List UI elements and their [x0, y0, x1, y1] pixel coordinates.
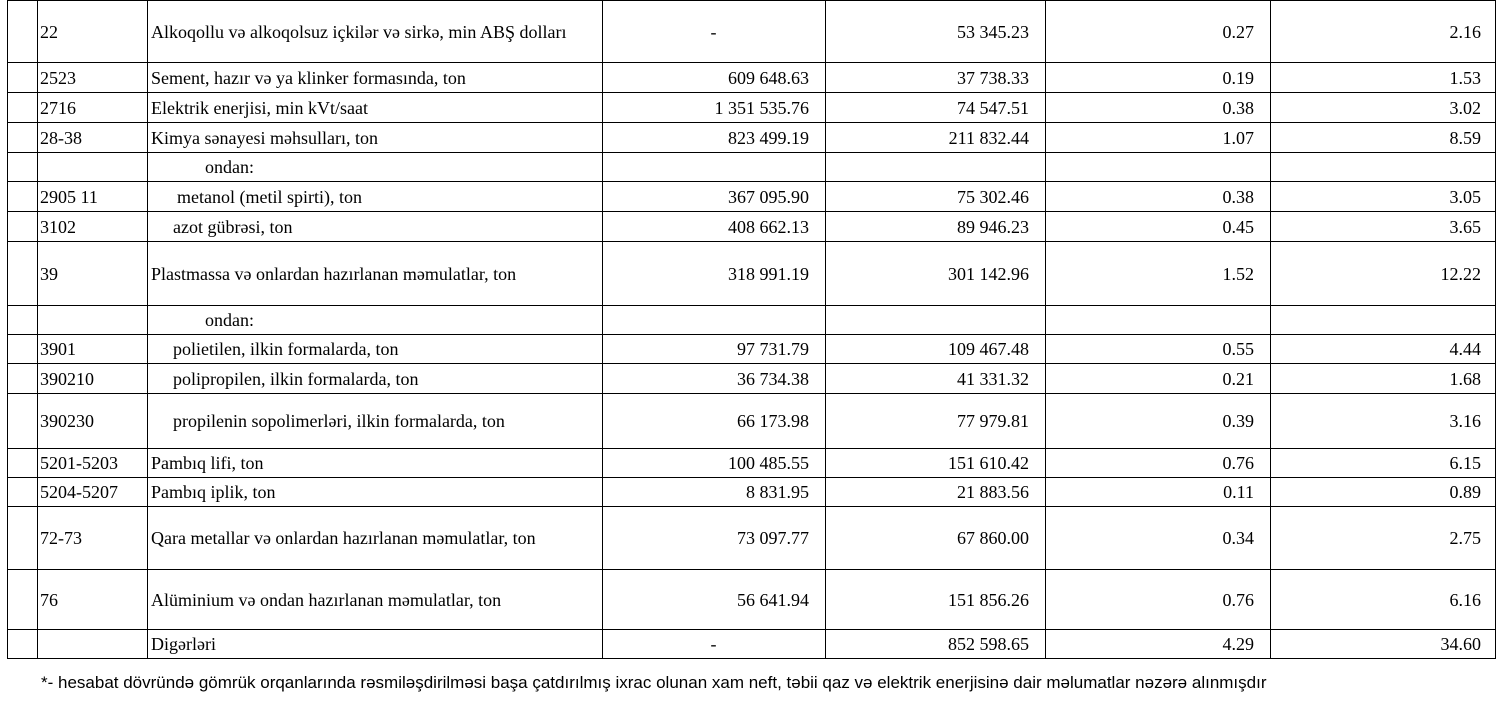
table-row: [8, 630, 1496, 659]
row-share-total: 0.76: [1046, 570, 1271, 630]
row-code: 3901: [38, 335, 148, 364]
row-value: 211 832.44: [826, 123, 1046, 153]
row-quantity: -: [603, 1, 826, 63]
row-share-nonoil: 6.16: [1271, 570, 1496, 630]
row-name: Alkoqollu və alkoqolsuz içkilər və sirkə, min ABŞ dolları: [148, 1, 603, 63]
row-value: 53 345.23: [826, 1, 1046, 63]
row-code: 2523: [38, 63, 148, 93]
row-name: polipropilen, ilkin formalarda, ton: [173, 368, 419, 389]
row-share-nonoil: 3.65: [1271, 212, 1496, 242]
table-row: [8, 123, 1496, 153]
row-share-nonoil: 1.53: [1271, 63, 1496, 93]
row-share-nonoil: 2.16: [1271, 1, 1496, 63]
row-share-total: 0.38: [1046, 93, 1271, 123]
row-share-total: 4.29: [1046, 630, 1271, 659]
row-name: Pambıq lifi, ton: [148, 449, 603, 478]
row-share-nonoil: 2.75: [1271, 507, 1496, 570]
row-share-nonoil: 3.05: [1271, 182, 1496, 212]
row-share-total: 0.27: [1046, 1, 1271, 63]
row-code: 390210: [38, 364, 148, 394]
row-name: Sement, hazır və ya klinker formasında, ton: [148, 63, 603, 93]
row-share-total: 0.34: [1046, 507, 1271, 570]
table-row: [8, 153, 1496, 182]
row-share-total: [1046, 153, 1271, 182]
row-quantity: 408 662.13: [603, 212, 826, 242]
row-value: [826, 153, 1046, 182]
row-share-total: 0.39: [1046, 394, 1271, 449]
row-share-nonoil: [1271, 153, 1496, 182]
row-quantity: 318 991.19: [603, 242, 826, 306]
row-code: 2716: [38, 93, 148, 123]
table-row: [8, 335, 1496, 364]
row-code: 2905 11: [38, 182, 148, 212]
table-row: [8, 182, 1496, 212]
row-share-nonoil: 6.15: [1271, 449, 1496, 478]
row-code: 5204-5207: [38, 478, 148, 507]
row-value: [826, 306, 1046, 335]
table-row: [8, 449, 1496, 478]
row-share-nonoil: 3.02: [1271, 93, 1496, 123]
row-name: ondan:: [205, 157, 254, 177]
row-name: propilenin sopolimerləri, ilkin formalarda, ton: [173, 411, 505, 431]
row-name: Kimya sənayesi məhsulları, ton: [148, 123, 603, 153]
row-code: 3102: [38, 212, 148, 242]
row-share-nonoil: 34.60: [1271, 630, 1496, 659]
row-share-total: 1.07: [1046, 123, 1271, 153]
table-row: [8, 570, 1496, 630]
row-share-nonoil: 4.44: [1271, 335, 1496, 364]
row-quantity: [603, 306, 826, 335]
row-value: 67 860.00: [826, 507, 1046, 570]
row-code: [38, 306, 148, 335]
row-code: 76: [38, 570, 148, 630]
row-code: [38, 630, 148, 659]
row-share-total: 0.38: [1046, 182, 1271, 212]
row-name: Digərləri: [148, 630, 603, 659]
table-row: [8, 507, 1496, 570]
row-share-total: 0.45: [1046, 212, 1271, 242]
row-share-nonoil: 12.22: [1271, 242, 1496, 306]
table-row: [8, 63, 1496, 93]
row-name: Qara metallar və onlardan hazırlanan məmulatlar, ton: [148, 507, 603, 570]
row-value: 89 946.23: [826, 212, 1046, 242]
table-row: [8, 242, 1496, 306]
row-value: 301 142.96: [826, 242, 1046, 306]
row-name: Plastmassa və onlardan hazırlanan məmulatlar, ton: [148, 242, 603, 306]
row-value: 41 331.32: [826, 364, 1046, 394]
footnote: *- hesabat dövründə gömrük orqanlarında rəsmiləşdirilməsi başa çatdırılmış ixrac olunan xam neft, təbii qaz və elektrik enerjisinə dair məlumatlar nəzərə alınmışdır: [41, 673, 1267, 692]
table-row: [8, 212, 1496, 242]
row-quantity: 1 351 535.76: [603, 93, 826, 123]
row-value: 151 610.42: [826, 449, 1046, 478]
row-quantity: [603, 153, 826, 182]
row-code: [38, 153, 148, 182]
row-value: 75 302.46: [826, 182, 1046, 212]
row-name: ondan:: [205, 310, 254, 330]
table-row: [8, 478, 1496, 507]
row-quantity: 56 641.94: [603, 570, 826, 630]
row-share-total: 0.76: [1046, 449, 1271, 478]
row-share-total: 0.55: [1046, 335, 1271, 364]
row-name: polietilen, ilkin formalarda, ton: [173, 339, 399, 359]
row-share-nonoil: 1.68: [1271, 364, 1496, 394]
table-row: [8, 394, 1496, 449]
row-share-total: [1046, 306, 1271, 335]
row-quantity: 8 831.95: [603, 478, 826, 507]
row-value: 151 856.26: [826, 570, 1046, 630]
row-quantity: -: [603, 630, 826, 659]
row-share-nonoil: 3.16: [1271, 394, 1496, 449]
table-row: [8, 1, 1496, 63]
row-quantity: 73 097.77: [603, 507, 826, 570]
export-table: [7, 0, 1496, 659]
row-value: 109 467.48: [826, 335, 1046, 364]
row-value: 77 979.81: [826, 394, 1046, 449]
row-share-total: 0.21: [1046, 364, 1271, 394]
row-value: 852 598.65: [826, 630, 1046, 659]
row-name: Elektrik enerjisi, min kVt/saat: [148, 93, 603, 123]
row-name: metanol (metil spirti), ton: [177, 186, 362, 207]
row-code: 72-73: [38, 507, 148, 570]
row-quantity: 66 173.98: [603, 394, 826, 449]
row-name: Alüminium və ondan hazırlanan məmulatlar, ton: [148, 570, 603, 630]
row-quantity: 823 499.19: [603, 123, 826, 153]
table-row: [8, 364, 1496, 394]
row-quantity: 609 648.63: [603, 63, 826, 93]
row-quantity: 36 734.38: [603, 364, 826, 394]
row-name: Pambıq iplik, ton: [148, 478, 603, 507]
row-code: 5201-5203: [38, 449, 148, 478]
row-quantity: 97 731.79: [603, 335, 826, 364]
row-quantity: 100 485.55: [603, 449, 826, 478]
row-value: 21 883.56: [826, 478, 1046, 507]
row-share-total: 0.19: [1046, 63, 1271, 93]
row-quantity: 367 095.90: [603, 182, 826, 212]
table-row: [8, 93, 1496, 123]
row-code: 22: [38, 1, 148, 63]
row-code: 390230: [38, 394, 148, 449]
row-value: 74 547.51: [826, 93, 1046, 123]
row-code: 28-38: [38, 123, 148, 153]
row-share-nonoil: [1271, 306, 1496, 335]
row-share-total: 1.52: [1046, 242, 1271, 306]
row-share-total: 0.11: [1046, 478, 1271, 507]
row-code: 39: [38, 242, 148, 306]
row-name: azot gübrəsi, ton: [173, 216, 293, 237]
row-share-nonoil: 0.89: [1271, 478, 1496, 507]
table-row: [8, 306, 1496, 335]
row-value: 37 738.33: [826, 63, 1046, 93]
row-share-nonoil: 8.59: [1271, 123, 1496, 153]
